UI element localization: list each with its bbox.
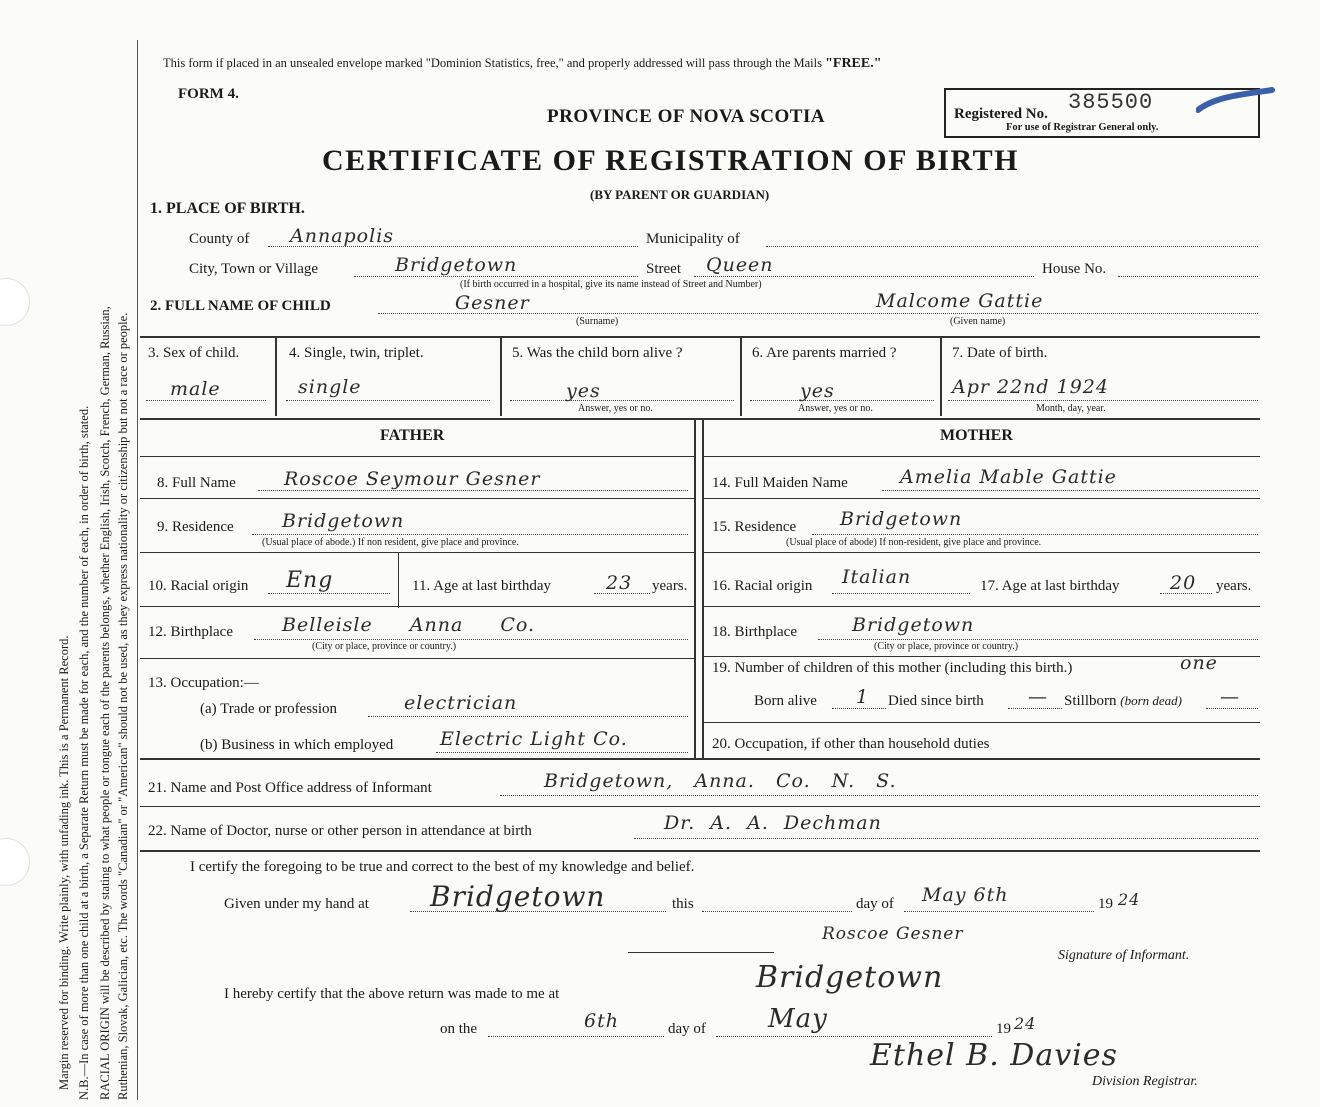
given-year-prefix: 19 (1098, 896, 1113, 912)
child-name-label: 2. FULL NAME OF CHILD (150, 298, 331, 314)
margin-note-4: Ruthenian, Slovak, Galician, etc. The words "Canadian" or "American" should not be used, as they express nationality or citizenship but not a race or people. (116, 312, 130, 1100)
binding-hole-bottom (0, 838, 30, 886)
doctor-value: Dr. A. A. Dechman (664, 812, 882, 834)
given-day: May 6th (922, 884, 1009, 906)
father-birthplace-label: 12. Birthplace (148, 624, 233, 640)
street-label: Street (646, 261, 681, 277)
business-label: (b) Business in which employed (200, 737, 394, 753)
day-of-label: day of (856, 896, 894, 912)
mother-race-label: 16. Racial origin (712, 578, 813, 594)
stillborn-note: (born dead) (1120, 693, 1183, 708)
mother-age-label: 17. Age at last birthday (980, 578, 1120, 594)
hospital-note: (If birth occurred in a hospital, give its name instead of Street and Number) (460, 279, 762, 290)
multiplicity-label: 4. Single, twin, triplet. (289, 345, 424, 361)
free-label: "FREE." (825, 56, 882, 71)
registered-number: 385500 (1068, 90, 1154, 115)
registrar-month: May (768, 1004, 828, 1034)
given-place: Bridgetown (430, 880, 606, 913)
died-label: Died since birth (888, 693, 984, 709)
rule-row3-top (140, 336, 1260, 338)
died-value: — (1028, 686, 1048, 708)
county-label: County of (189, 231, 250, 247)
house-label: House No. (1042, 261, 1107, 277)
registrar-place: Bridgetown (756, 960, 944, 995)
dob-note: Month, day, year. (1036, 403, 1106, 414)
father-birthplace: Belleisle Anna Co. (282, 614, 536, 636)
informant-signature: Roscoe Gesner (822, 924, 964, 944)
married-note: Answer, yes or no. (798, 403, 873, 414)
rule-parents-top (140, 418, 1260, 420)
stillborn-value: — (1220, 686, 1240, 708)
mother-name: Amelia Mable Gattie (900, 466, 1117, 488)
mother-residence-label: 15. Residence (712, 519, 797, 535)
father-residence-label: 9. Residence (157, 519, 234, 535)
father-name-label: 8. Full Name (157, 475, 236, 491)
married-label: 6. Are parents married ? (752, 345, 897, 361)
father-age: 23 (606, 572, 633, 594)
this-label: this (672, 896, 694, 912)
margin-note-2: N.B.—In case of more than one child at a birth, a Separate Return must be made for each, and the number of each, in order of birth, stated. (77, 405, 91, 1100)
father-heading: FATHER (380, 427, 445, 444)
registrar-year-suffix: 24 (1014, 1014, 1037, 1033)
father-trade: electrician (404, 692, 518, 714)
on-the-label: on the (440, 1021, 478, 1037)
father-occupation-label: 13. Occupation:— (148, 675, 259, 691)
registrar-signature: Ethel B. Davies (870, 1038, 1118, 1073)
day-of-label-2: day of (668, 1021, 706, 1037)
registered-label: Registered No. (954, 106, 1048, 122)
informant-value: Bridgetown, Anna. Co. N. S. (544, 770, 897, 792)
margin-rule (137, 40, 138, 1100)
mother-birthplace-label: 18. Birthplace (712, 624, 797, 640)
father-race: Eng (286, 568, 334, 593)
married-value: yes (800, 380, 835, 402)
alive-note: Answer, yes or no. (578, 403, 653, 414)
province-title: PROVINCE OF NOVA SCOTIA (547, 106, 826, 127)
trade-label: (a) Trade or profession (200, 701, 338, 717)
parents-divider (694, 418, 696, 758)
city-value: Bridgetown (395, 254, 518, 276)
born-alive-label: Born alive (754, 693, 817, 709)
sex-value: male (170, 378, 221, 400)
given-label: Given under my hand at (224, 896, 369, 912)
mother-birthplace-note: (City or place, province or country.) (874, 641, 1019, 652)
doctor-label: 22. Name of Doctor, nurse or other person in attendance at birth (148, 823, 532, 839)
dob-value: Apr 22nd 1924 (952, 376, 1109, 398)
registrar-year-prefix: 19 (996, 1021, 1011, 1037)
children-value: one (1180, 652, 1218, 674)
father-name: Roscoe Seymour Gesner (284, 468, 541, 490)
margin-note-3: RACIAL ORIGIN will be described by stating to what people or tongue each of the parents belongs, whether English, Irish, Scotch, French, German, Russian, (98, 306, 112, 1100)
mother-heading: MOTHER (940, 427, 1013, 444)
multiplicity-value: single (298, 376, 362, 398)
father-age-label: 11. Age at last birthday (412, 578, 551, 594)
mother-race: Italian (842, 566, 912, 588)
father-race-label: 10. Racial origin (148, 578, 249, 594)
father-residence: Bridgetown (282, 510, 405, 532)
registrar-label: Division Registrar. (1092, 1074, 1198, 1089)
place-of-birth-label: 1. PLACE OF BIRTH. (150, 200, 305, 217)
stillborn-label: Stillborn (born dead) (1064, 693, 1183, 709)
rule-informant-top (140, 758, 1260, 760)
mother-residence: Bridgetown (840, 508, 963, 530)
form-number: FORM 4. (178, 86, 239, 102)
informant-label: 21. Name and Post Office address of Informant (148, 780, 432, 796)
certify-statement: I certify the foregoing to be true and correct to the best of my knowledge and belief. (190, 859, 695, 875)
mother-age-years: years. (1216, 578, 1252, 594)
child-given-name: Malcome Gattie (876, 290, 1044, 312)
mother-age: 20 (1170, 572, 1197, 594)
children-label: 19. Number of children of this mother (including this birth.) (712, 660, 1073, 676)
municipality-label: Municipality of (646, 231, 740, 247)
blue-pen-mark (1196, 86, 1276, 116)
father-residence-note: (Usual place of abode.) If non resident, give place and province. (262, 537, 519, 548)
registrar-statement: I hereby certify that the above return was made to me at (224, 986, 560, 1002)
mother-occupation-label: 20. Occupation, if other than household duties (712, 736, 990, 752)
alive-label: 5. Was the child born alive ? (512, 345, 683, 361)
certificate-title: CERTIFICATE OF REGISTRATION OF BIRTH (322, 144, 1019, 177)
father-birthplace-note: (City or place, province or country.) (312, 641, 457, 652)
binding-hole-top (0, 278, 30, 326)
father-age-years: years. (652, 578, 688, 594)
informant-sig-label: Signature of Informant. (1058, 948, 1190, 963)
given-year-suffix: 24 (1118, 890, 1141, 909)
given-note: (Given name) (950, 316, 1006, 327)
street-value: Queen (706, 254, 774, 276)
mail-notice: This form if placed in an unsealed envelope marked "Dominion Statistics, free," and properly addressed will pass through the Mails "FREE." (163, 56, 882, 71)
rule-certify-top (140, 850, 1260, 852)
born-alive-value: 1 (856, 686, 870, 708)
county-value: Annapolis (290, 225, 395, 247)
sex-label: 3. Sex of child. (148, 345, 240, 361)
city-label: City, Town or Village (189, 261, 319, 277)
child-surname: Gesner (455, 292, 530, 314)
alive-value: yes (566, 380, 601, 402)
mother-name-label: 14. Full Maiden Name (712, 475, 848, 491)
certificate-subtitle: (BY PARENT OR GUARDIAN) (590, 187, 770, 202)
mother-residence-note: (Usual place of abode) If non-resident, give place and province. (786, 537, 1042, 548)
dob-label: 7. Date of birth. (952, 345, 1048, 361)
registrar-note: For use of Registrar General only. (1006, 122, 1159, 133)
registrar-day: 6th (584, 1010, 619, 1032)
father-business: Electric Light Co. (440, 728, 628, 750)
mother-birthplace: Bridgetown (852, 614, 975, 636)
surname-note: (Surname) (576, 316, 619, 327)
margin-note-1: Margin reserved for binding. Write plainly, with unfading ink. This is a Permanent Record. (57, 635, 71, 1090)
